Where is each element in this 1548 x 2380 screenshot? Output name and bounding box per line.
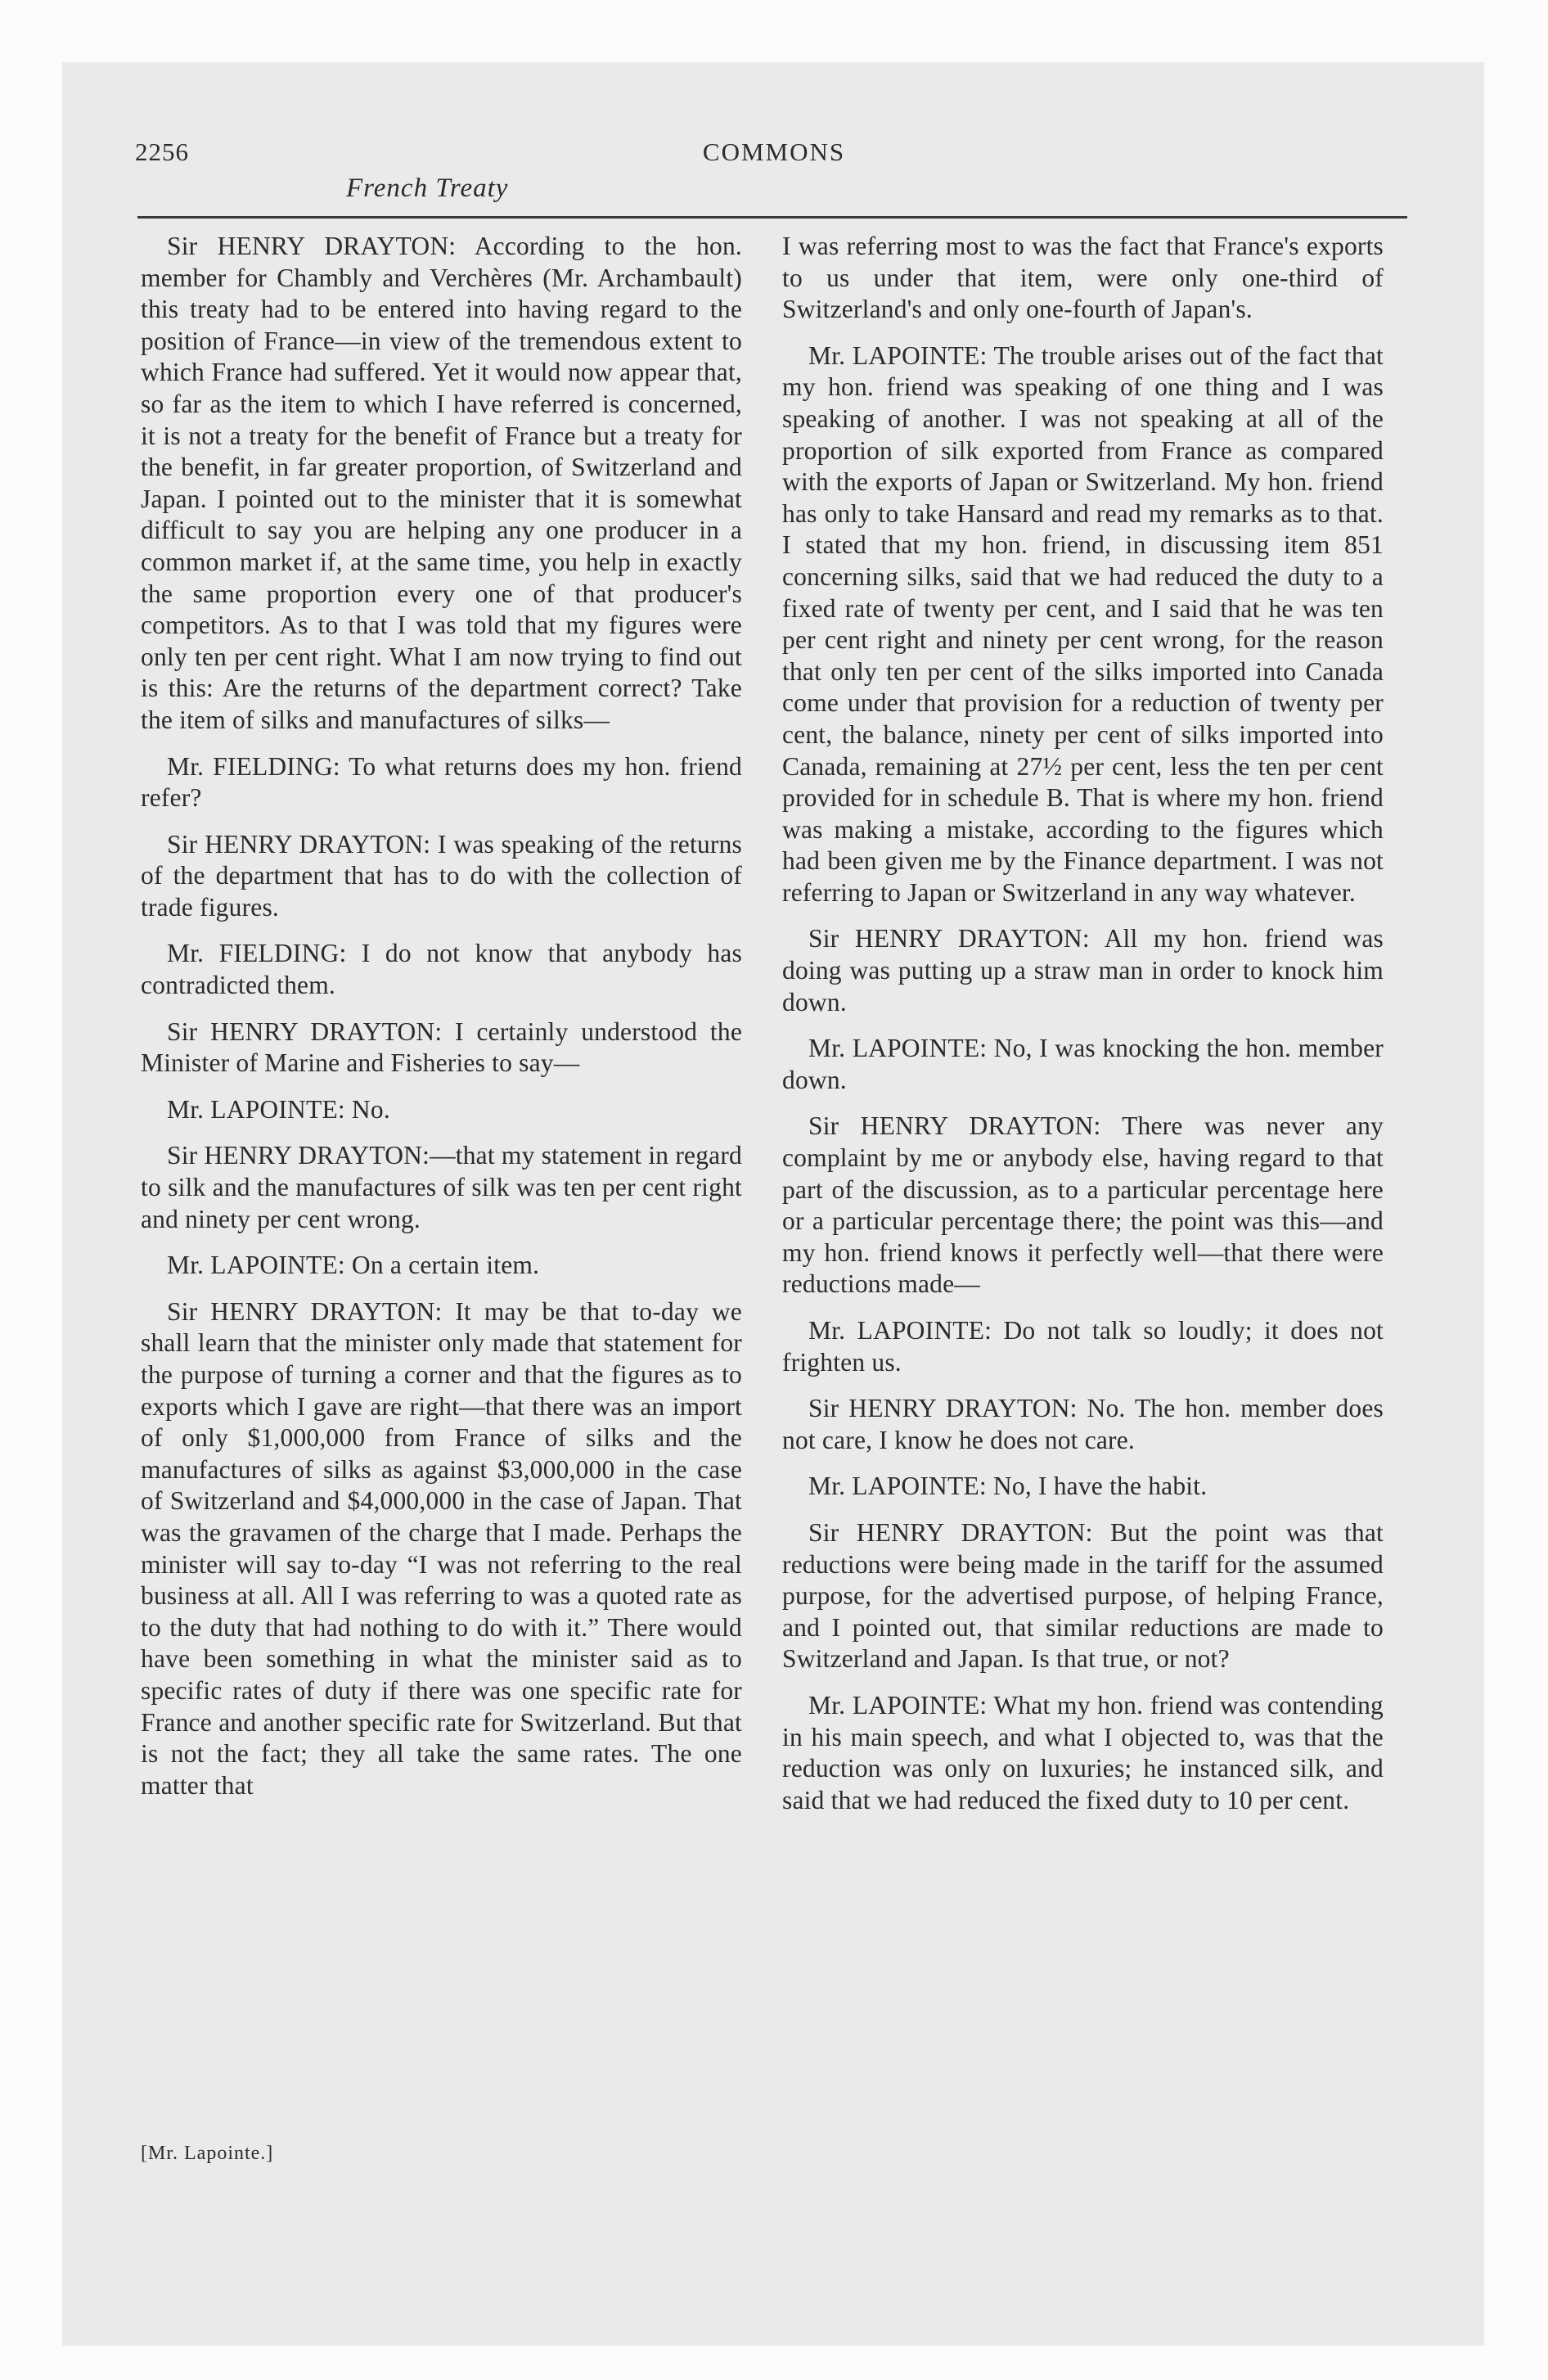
paragraph: Sir HENRY DRAYTON:—that my statement in regard to silk and the manufactures of silk was ten per cent right and ninety per cent wrong. [141,1141,742,1233]
paragraph: Sir HENRY DRAYTON: There was never any complaint by me or anybody else, having regard to that part of the discussion, as to a particular percentage here or a particular percentage there; the point was this—and my hon. friend knows it perfectly well—that there were reductions made— [782,1111,1384,1299]
paragraph: Sir HENRY DRAYTON: I certainly understood the Minister of Marine and Fisheries to say— [141,1016,742,1078]
paragraph: Mr. LAPOINTE: No, I was knocking the hon. member down. [782,1034,1384,1094]
paragraph: Sir HENRY DRAYTON: But the point was that reductions were being made in the tariff for the assumed purpose, for the advertised purpose, of helping France, and I pointed out, that similar reductions are made to Switzerland and Japan. Is that true, or not? [782,1517,1384,1674]
speaker-footnote: [Mr. Lapointe.] [141,2143,274,2164]
paragraph: Mr. LAPOINTE: Do not talk so loudly; it does not frighten us. [782,1316,1384,1377]
right-column [782,231,1384,1831]
header-rule [137,216,1407,219]
paragraph: Mr. LAPOINTE: No. [167,1094,390,1124]
paragraph: Sir HENRY DRAYTON: According to the hon. member for Chambly and Verchères (Mr. Archambault) this treaty had to be entered into having regard to the position of France—in view of the tremendous extent to which France had suffered. Yet it would now appear that, so far as the item to which I have referred is concerned, it is not a treaty for the benefit of France but a treaty for the benefit, in far greater proportion, of Switzerland and Japan. I pointed out to the minister that it is somewhat difficult to say you are helping any one producer in a common market if, at the same time, you help in exactly the same proportion every one of that producer's competitors. As to that I was told that my figures were only ten per cent right. What I am now trying to find out is this: Are the returns of the department correct? Take the item of silks and manufactures of silks— [141,232,742,734]
paragraph-continued: I was referring most to was the fact that France's exports to us under that item, were only one-third of Switzerland's and only one-fourth of Japan's. [782,232,1384,324]
page-number: 2256 [135,137,189,166]
paragraph: Mr. LAPOINTE: On a certain item. [167,1251,540,1280]
left-column [141,231,742,1816]
paragraph: Mr. LAPOINTE: The trouble arises out of the fact that my hon. friend was speaking of one thing and I was speaking of another. I was not speaking at all of the proportion of silk exported from France as compared with the exports of Japan or Switzerland. My hon. friend has only to take Hansard and read my remarks as to that. I stated that my hon. friend, in discussing item 851 concerning silks, said that we had reduced the duty to a fixed rate of twenty per cent, and I said that he was ten per cent right and ninety per cent wrong, for the reason that only ten per cent of the silks imported into Canada come under that provision for a reduction of twenty per cent, the balance, ninety per cent of silks imported into Canada, remaining at 27½ per cent, less the ten per cent provided for in schedule B. That is where my hon. friend was making a mistake, according to the figures which had been given me by the Finance department. I was not referring to Japan or Switzerland in any way whatever. [782,340,1384,907]
paragraph: Sir HENRY DRAYTON: It may be that to-day we shall learn that the minister only made that statement for the purpose of turning a corner and that the figures as to exports which I gave are right—that there was an import of only $1,000,000 from France of silks and the manufactures of silks as against $3,000,000 in the case of Switzerland and $4,000,000 in the case of Japan. That was the gravamen of the charge that I made. Perhaps the minister will say to-day “I was not referring to the real business at all. All I was referring to was a quoted rate as to the duty that had nothing to do with it.” There would have been something in what the minister said as to specific rates of duty if there was one specific rate for France and another specific rate for Switzerland. But that is not the fact; they all take the same rates. The one matter that [141,1296,742,1800]
paragraph: Mr. LAPOINTE: No, I have the habit. [808,1472,1208,1501]
paragraph: Mr. FIELDING: To what returns does my hon. friend refer? [141,751,742,813]
page-title: COMMONS [702,137,846,166]
paragraph: Sir HENRY DRAYTON: All my hon. friend was doing was putting up a straw man in order to knock him down. [782,924,1384,1016]
paragraph: Mr. FIELDING: I do not know that anybody has contradicted them. [141,939,742,1000]
paragraph: Sir HENRY DRAYTON: No. The hon. member does not care, I know he does not care. [782,1394,1384,1454]
page-subtitle: French Treaty [346,174,509,203]
paragraph: Sir HENRY DRAYTON: I was speaking of the returns of the department that has to do with the collection of trade figures. [141,829,742,922]
paragraph: Mr. LAPOINTE: What my hon. friend was contending in his main speech, and what I objected to, was that the reduction was only on luxuries; he instanced silk, and said that we had reduced the fixed duty to 10 per cent. [782,1690,1384,1814]
